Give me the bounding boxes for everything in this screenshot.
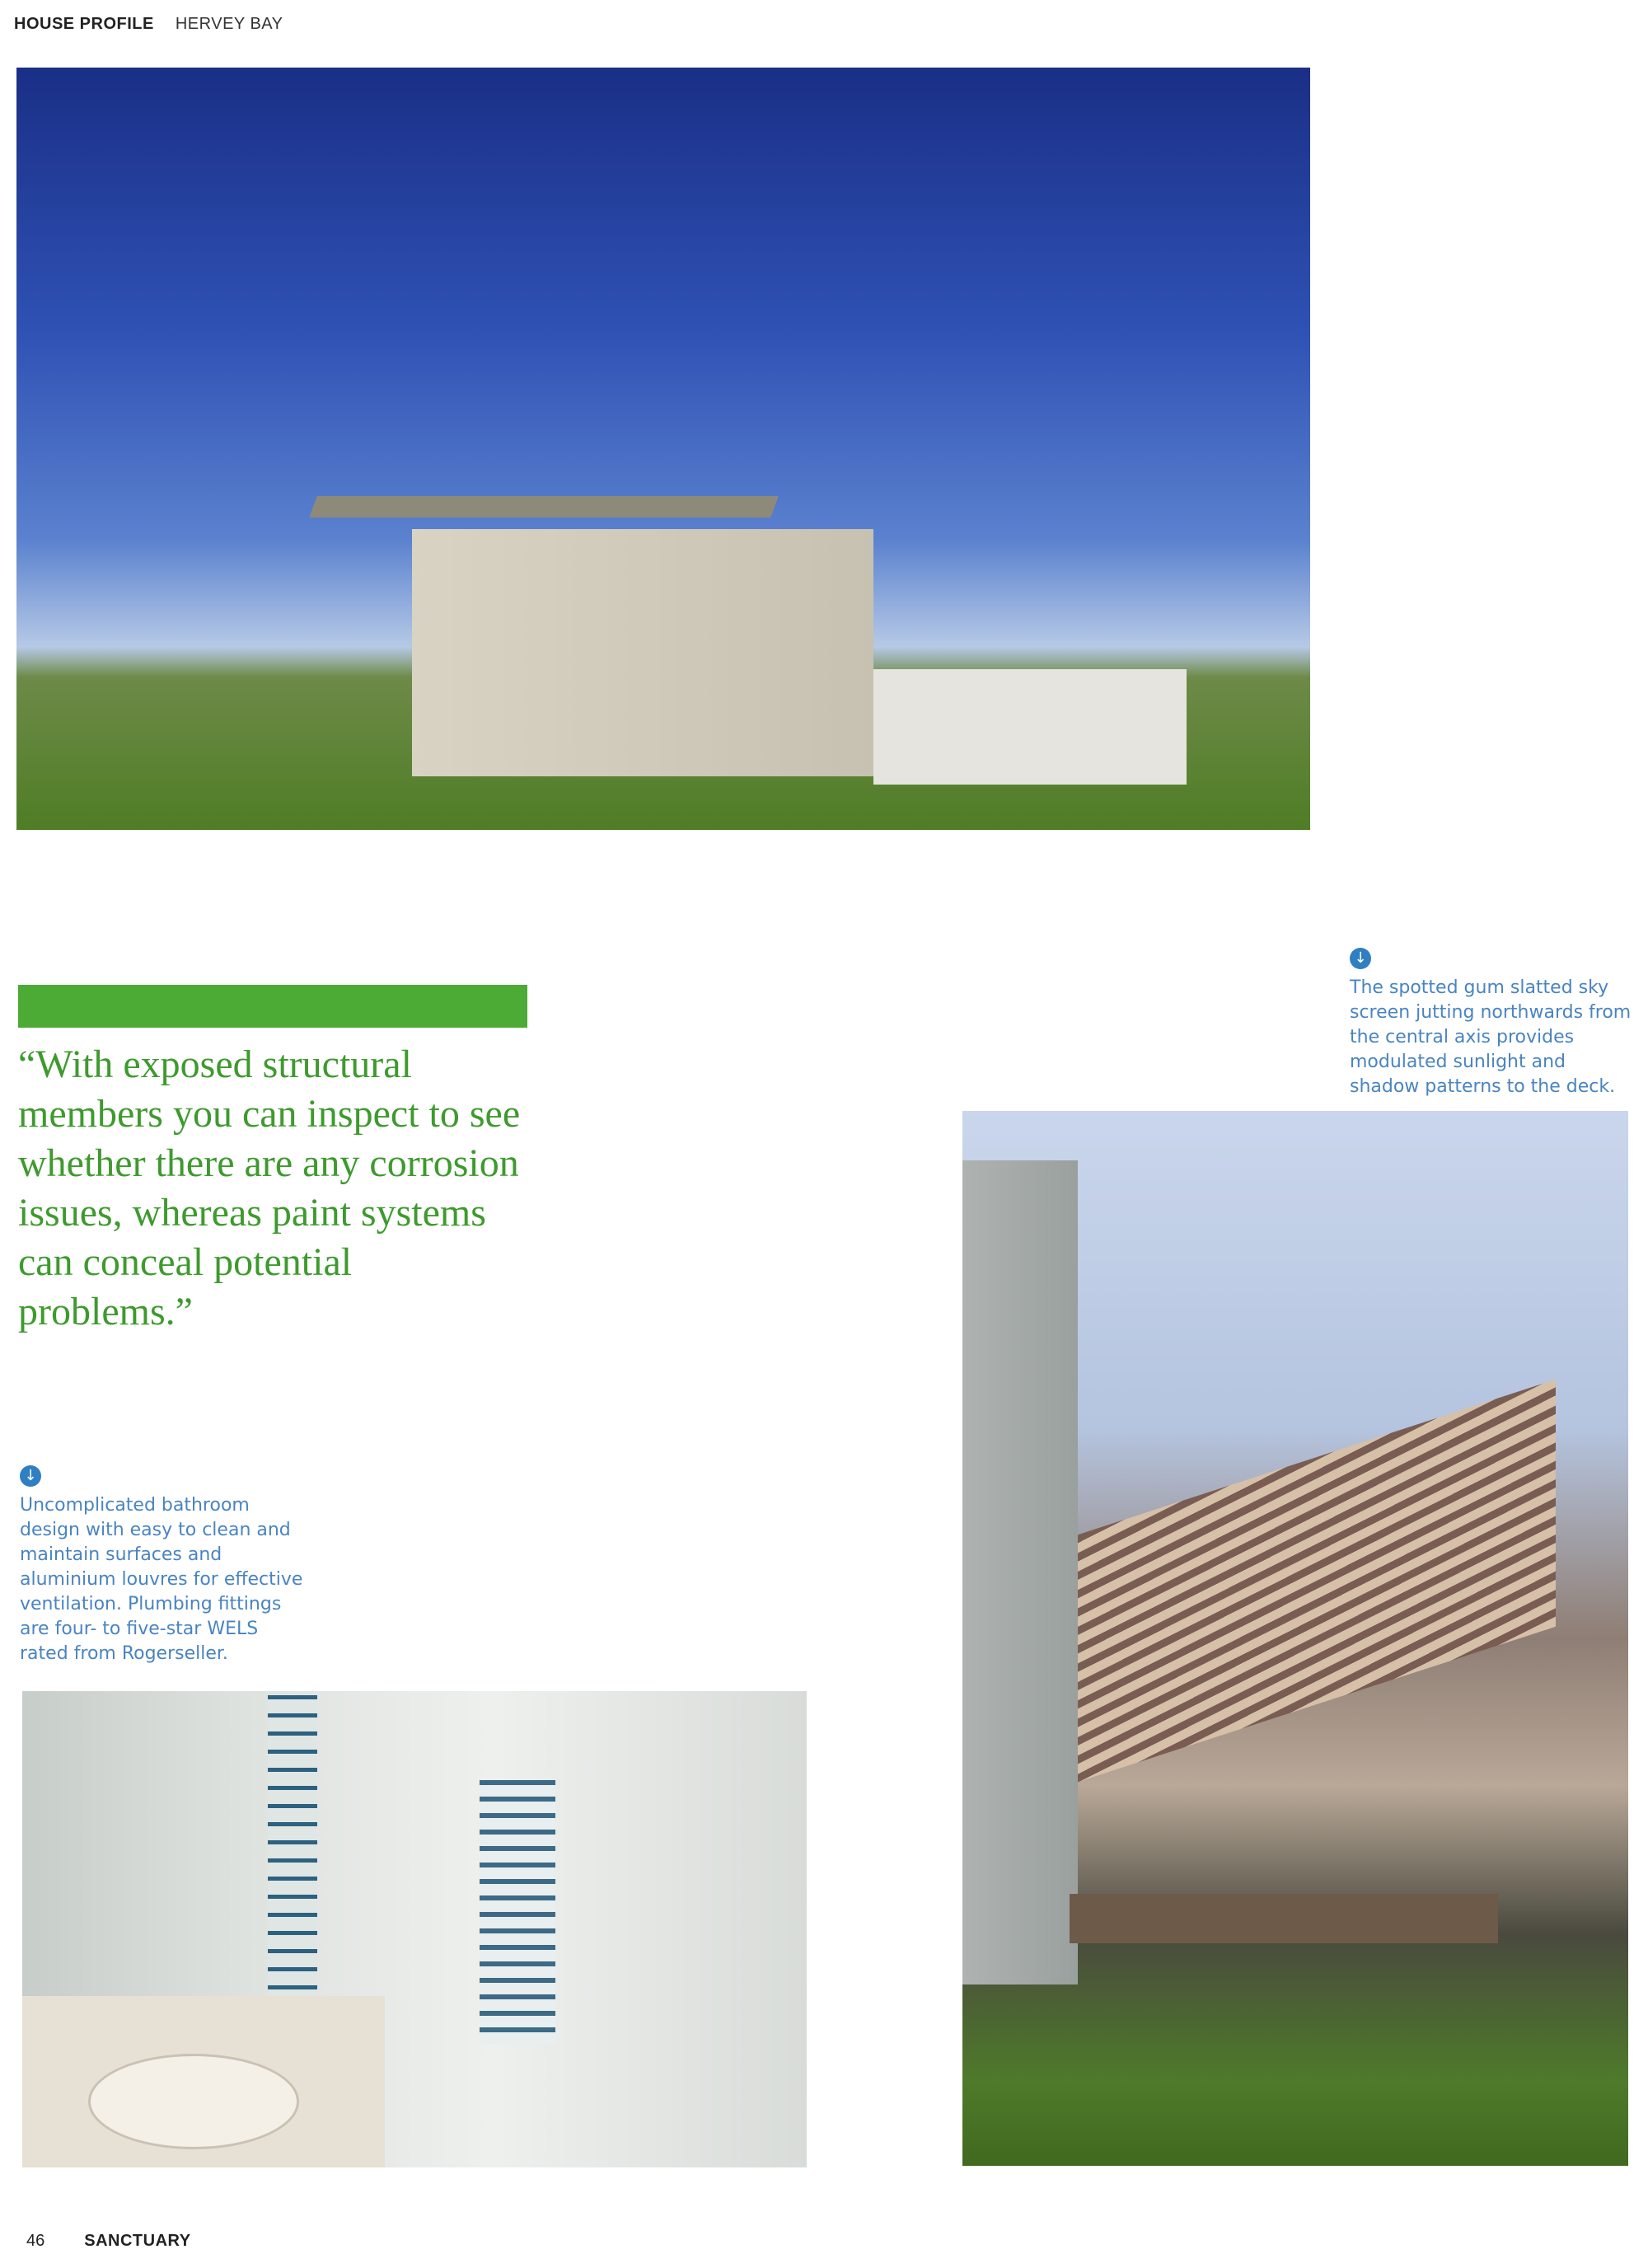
basin <box>88 2054 299 2149</box>
pull-quote-bar <box>18 985 527 1028</box>
bathroom-caption <box>20 1465 308 1666</box>
bathroom-photo <box>22 1691 807 2167</box>
pull-quote: “With exposed structural members you can inspect to see whether there are any corrosion issues, whereas paint systems can conceal potential problems.” <box>18 1043 521 1333</box>
house-pavilion <box>412 529 873 776</box>
magazine-name: SANCTUARY <box>84 2232 191 2250</box>
page-number: 46 <box>26 2232 45 2250</box>
deck-wall <box>962 1160 1078 1984</box>
arrow-down-circle-icon: ↓ <box>20 1465 41 1487</box>
location-label: HERVEY BAY <box>175 15 283 33</box>
arrow-down-circle-icon: ↓ <box>1350 948 1371 969</box>
page-footer <box>26 2232 191 2251</box>
bathroom-caption-text: Uncomplicated bathroom design with easy to clean and maintain surfaces and aluminium louvres for effective ventilation. Plumbing fittings are four- to five-star WELS rated from Rogerseller. <box>20 1495 303 1664</box>
running-header <box>14 15 283 34</box>
shower-louvre-window <box>480 1780 555 2044</box>
roof-overhang <box>309 496 778 518</box>
section-label: HOUSE PROFILE <box>14 15 154 33</box>
deck-sky-screen-photo <box>962 1111 1628 2166</box>
deck-caption-text: The spotted gum slatted sky screen jutting northwards from the central axis provides modulated sunlight and shadow patterns to the deck. <box>1350 977 1632 1097</box>
house-wing <box>873 669 1187 785</box>
timber-deck <box>1070 1894 1498 1943</box>
exterior-house-photo <box>16 68 1310 830</box>
slatted-sky-screen <box>1078 1380 1556 1782</box>
deck-caption <box>1350 948 1634 1099</box>
